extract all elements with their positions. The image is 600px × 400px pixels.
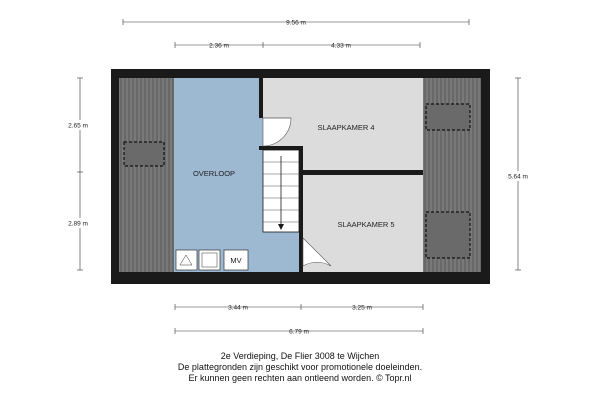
dryer-icon <box>199 250 220 270</box>
wall-stair-top <box>259 146 303 150</box>
dim-bedroom4-top-label: 4.33 m <box>331 42 351 50</box>
dim-left-upper-label: 2.65 m <box>68 122 88 130</box>
mv-label: MV <box>230 256 242 265</box>
dim-total-top-label: 9.56 m <box>286 19 306 27</box>
washing-machine-icon <box>176 250 197 270</box>
roof-slope-left <box>119 78 174 272</box>
wall-stair-right <box>299 146 303 272</box>
slaapkamer-5-label: SLAAPKAMER 5 <box>337 220 395 229</box>
wall-bedroom4-bedroom5 <box>303 170 423 175</box>
dim-bottom-right-label: 3.25 m <box>352 304 372 312</box>
caption-line-2: De plattegronden zijn geschikt voor promotionele doeleinden. <box>177 362 423 372</box>
staircase <box>263 150 299 232</box>
slaapkamer-4-label: SLAAPKAMER 4 <box>317 123 375 132</box>
dim-left-lower-label: 2.89 m <box>68 220 88 228</box>
skylight-right-lower <box>426 212 470 258</box>
wall-overloop-bedroom4-upper <box>259 78 263 118</box>
caption-line-1: 2e Verdieping, De Flier 3008 te Wijchen <box>220 351 380 361</box>
skylight-left <box>124 142 164 166</box>
dim-overloop-top-label: 2.36 m <box>209 42 229 50</box>
overloop-label: OVERLOOP <box>192 169 236 178</box>
caption-line-3: Er kunnen geen rechten aan ontleend worden. © Topr.nl <box>188 373 412 383</box>
dimension-left <box>77 78 83 270</box>
dim-right-label: 5.64 m <box>508 173 528 181</box>
dim-bottom-total-label: 6.79 m <box>289 328 309 336</box>
skylight-right-upper <box>426 104 470 130</box>
dimension-bottom-parts <box>175 304 423 310</box>
dim-bottom-left-label: 3.44 m <box>228 304 248 312</box>
